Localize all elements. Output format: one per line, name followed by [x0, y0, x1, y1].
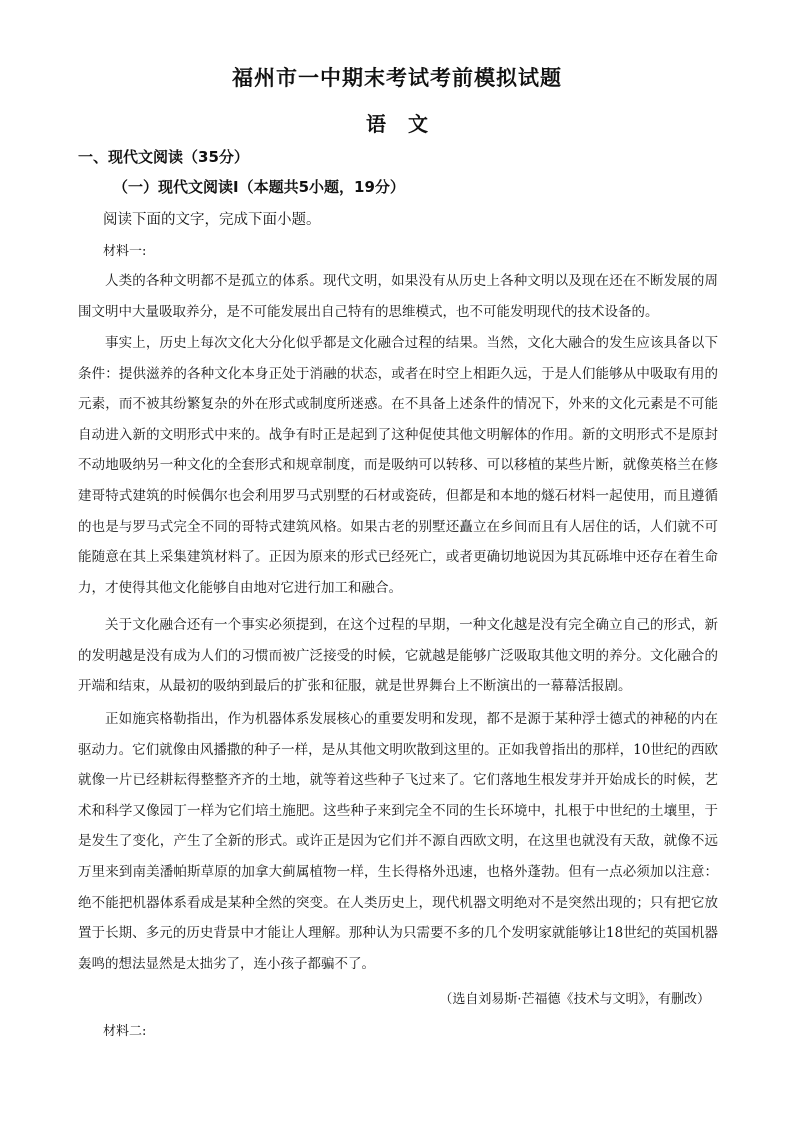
section-heading: 一、现代文阅读（35分）	[78, 148, 249, 166]
source-citation: （选自刘易斯·芒福德《技术与文明》，有删改）	[439, 992, 710, 1007]
material-one-label: 材料一:	[103, 244, 147, 259]
paragraph-2: 事实上，历史上每次文化大分化似乎都是文化融合过程的结果。当然，文化大融合的发生应该具备以下条件：提供滋养的各种文化本身正处于消融的状态，或者在时空上相距久远，于是人们能够从中吸取有用的元素，而不被其纷繁复杂的外在形式或制度所迷惑。在不具备上述条件的情况下，外来的文化元素是不可能自动进入新的文明形式中来的。战争有时正是起到了这种促使其他文明解体的作用。新的文明形式不是原封不动地吸纳另一种文化的全套形式和规章制度，而是吸纳可以转移、可以移植的某些片断，就像英格兰在修建哥特式建筑的时候偶尔也会利用罗马式别墅的石材或瓷砖，但都是和本地的燧石材料一起使用，而且遵循的也是与罗马式完全不同的哥特式建筑风格。如果古老的别墅还矗立在乡间而且有人居住的话，人们就不可能随意在其上采集建筑材料了。正因为原来的形式已经死亡，或者更确切地说因为其瓦砾堆中还存在着生命力，才使得其他文化能够自由地对它进行加工和融合。	[78, 335, 718, 596]
paragraph-4: 正如施宾格勒指出，作为机器体系发展核心的重要发明和发现，都不是源于某种浮士德式的神秘的内在驱动力。它们就像由风播撒的种子一样，是从其他文明吹散到这里的。正如我曾指出的那样，10世纪的西欧就像一片已经耕耘得整整齐齐的土地，就等着这些种子飞过来了。它们落地生根发芽并开始成长的时候，艺术和科学又像园丁一样为它们培土施肥。这些种子来到完全不同的生长环境中，扎根于中世纪的土壤里，于是发生了变化，产生了全新的形式。或许正是因为它们并不源自西欧文明，在这里也就没有天敌，就像不远万里来到南美潘帕斯草原的加拿大蓟属植物一样，生长得格外迅速，也格外蓬勃。但有一点必须加以注意：绝不能把机器体系看成是某种全然的突变。在人类历史上，现代机器文明绝对不是突然出现的；只有把它放置于长期、多元的历史背景中才能让人理解。那种认为只需要不多的几个发明家就能够让18世纪的英国机器轰鸣的想法显然是太拙劣了，连小孩子都骗不了。	[78, 711, 718, 972]
reading-instruction: 阅读下面的文字，完成下面小题。	[103, 212, 321, 228]
paragraph-1: 人类的各种文明都不是孤立的体系。现代文明，如果没有从历史上各种文明以及现在还在不断发展的周围文明中大量吸取养分，是不可能发展出自己特有的思维模式，也不可能发明现代的技术设备的。	[78, 273, 718, 320]
subsection-heading: （一）现代文阅读Ⅰ（本题共5小题，19分）	[113, 178, 405, 196]
material-two-label: 材料二:	[103, 1024, 147, 1039]
exam-title: 福州市一中期末考试考前模拟试题	[232, 66, 562, 90]
paragraph-3: 关于文化融合还有一个事实必须提到，在这个过程的早期，一种文化越是没有完全确立自己的形式，新的发明越是没有成为人们的习惯而被广泛接受的时候，它就越是能够广泛吸取其他文明的养分。文化融合的开端和结束，从最初的吸纳到最后的扩张和征服，就是世界舞台上不断演出的一幕幕活报剧。	[78, 617, 718, 695]
subject-title: 语文	[366, 112, 450, 136]
